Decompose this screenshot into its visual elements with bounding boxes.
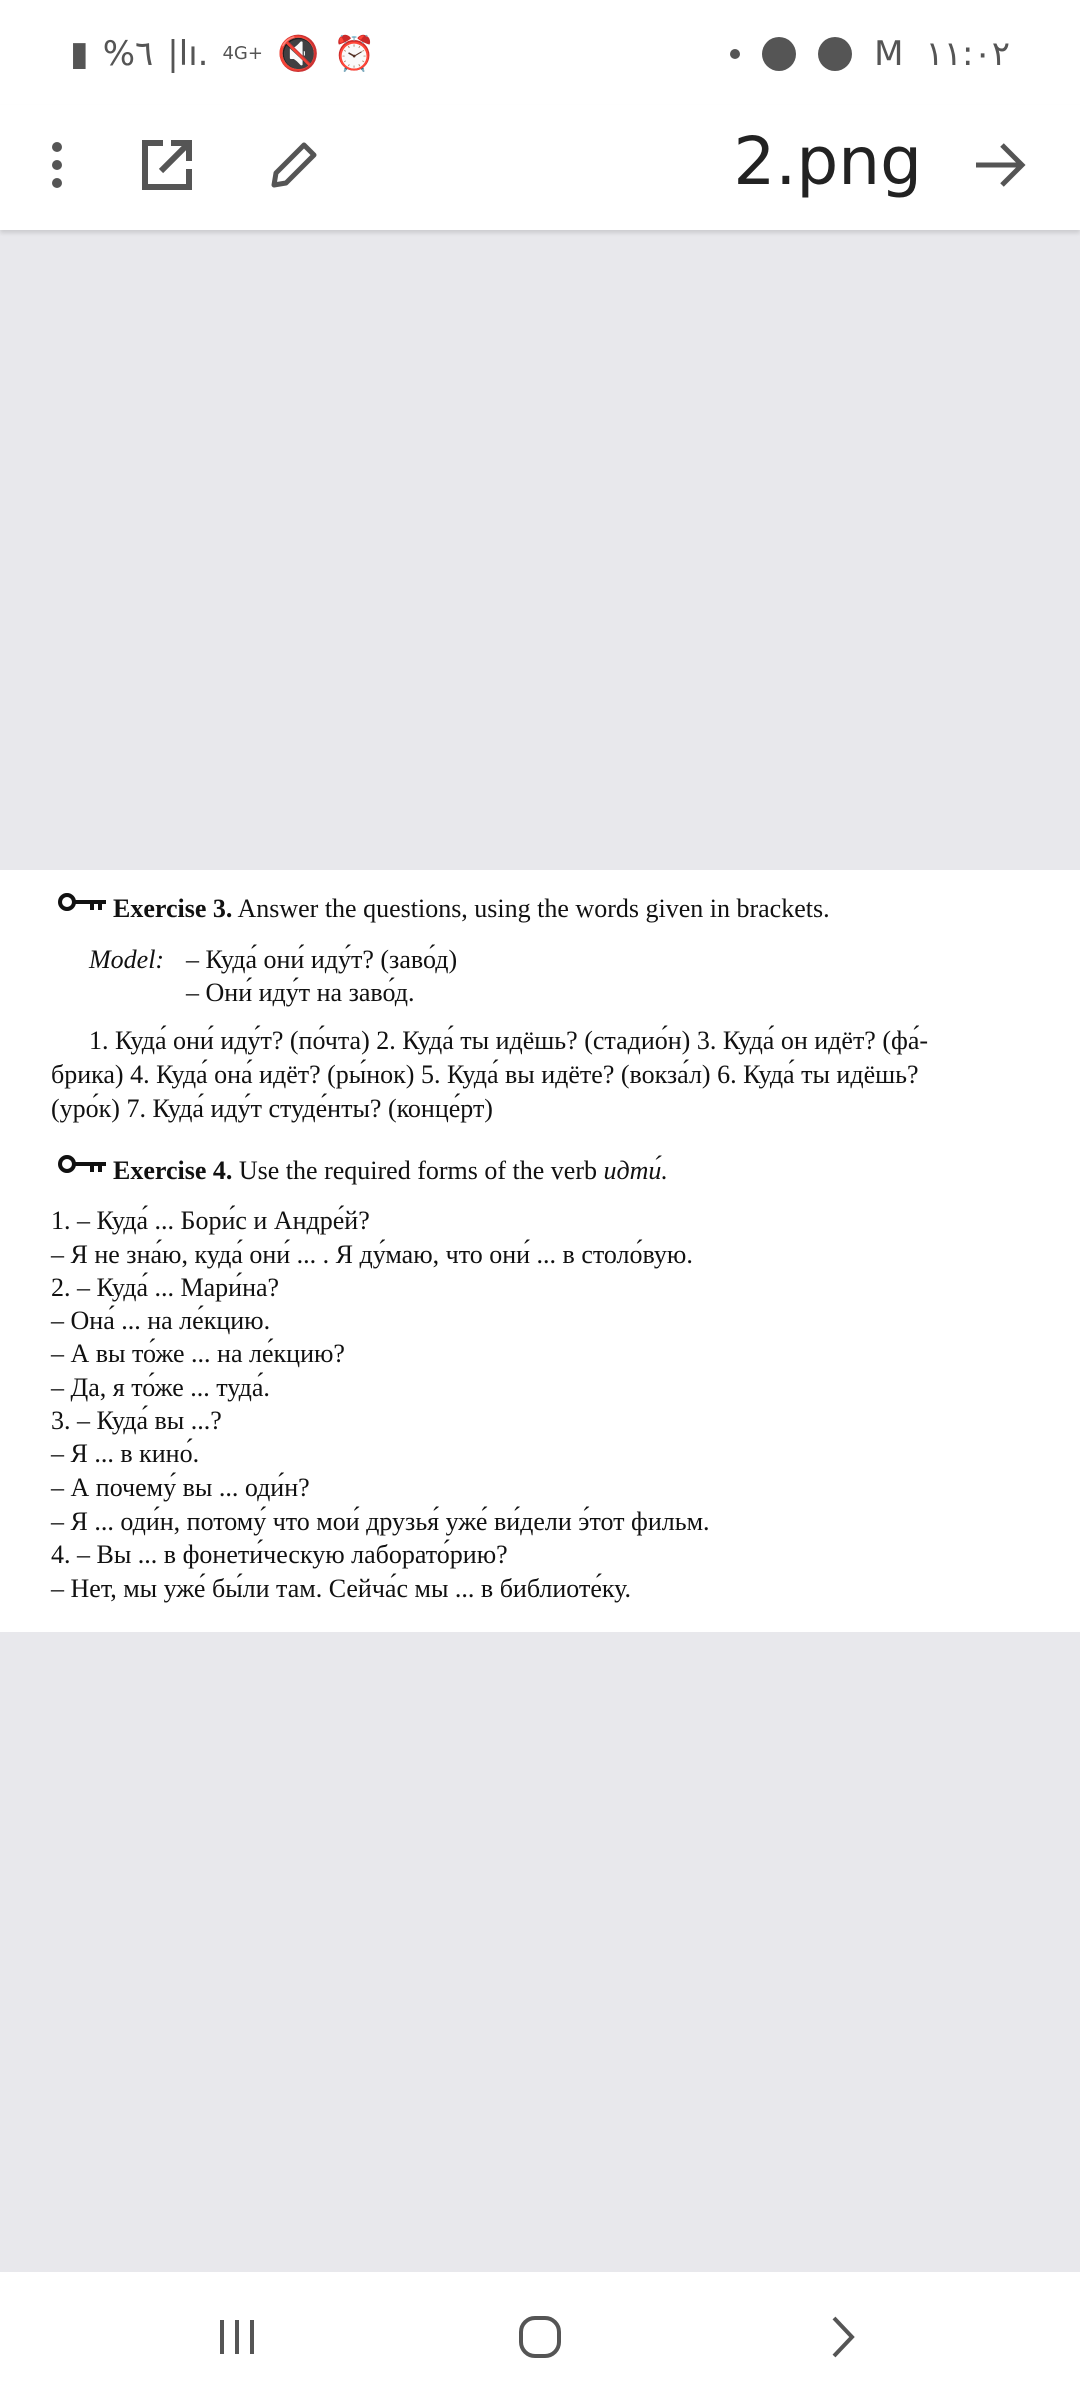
- exercise-4-verb: идти́.: [603, 1156, 668, 1185]
- exercise-4-line: – Нет, мы уже́ бы́ли там. Сейча́с мы ... в библиоте́ку.: [51, 1574, 632, 1603]
- exercise-3-instruction: Answer the questions, using the words given in brackets.: [237, 894, 830, 923]
- forward-arrow-icon[interactable]: [968, 133, 1032, 197]
- key-icon: [58, 890, 114, 918]
- exercise-4-line: – Она́ ... на ле́кцию.: [51, 1306, 271, 1335]
- home-icon[interactable]: [515, 2312, 565, 2362]
- exercise-4-line: 4. – Вы ... в фонети́ческую лаборато́рию?: [51, 1540, 508, 1569]
- notification-dot-icon: [730, 49, 740, 59]
- exercise-4-label: Exercise 4.: [113, 1156, 233, 1185]
- exercise-4-line: – Я ... оди́н, потому́ что мои́ друзья́ уже́ ви́дели э́тот фильм.: [51, 1507, 710, 1536]
- exercise-4-instruction: Use the required forms of the verb: [238, 1156, 597, 1185]
- model-question: – Куда́ они́ иду́т? (заво́д): [186, 945, 458, 974]
- status-left: [70, 34, 376, 74]
- exercise-3-paragraph-line-1: 1. Куда́ они́ иду́т? (по́чта) 2. Куда́ ты идёшь? (стадио́н) 3. Куда́ он идёт? (фа́-: [89, 1026, 929, 1055]
- exercise-3-paragraph-line-3: (уро́к) 7. Куда́ иду́т студе́нты? (конце́рт): [51, 1094, 493, 1123]
- file-title: 2.png: [733, 123, 922, 200]
- exercise-4-line: 3. – Куда́ вы ...?: [51, 1406, 222, 1435]
- battery-percent: %٦: [102, 34, 154, 74]
- exercise-4-line: 1. – Куда́ ... Бори́с и Андре́й?: [51, 1206, 370, 1235]
- open-external-icon[interactable]: [135, 133, 199, 197]
- status-bar: [0, 0, 1080, 105]
- exercise-4-line: – А почему́ вы ... оди́н?: [51, 1473, 310, 1502]
- key-icon: [58, 1152, 114, 1180]
- mute-icon: 🔇: [276, 34, 320, 74]
- document-image: [0, 870, 1080, 1632]
- edit-pencil-icon[interactable]: [262, 133, 326, 197]
- exercise-4-line: 2. – Куда́ ... Мари́на?: [51, 1273, 280, 1302]
- alarm-icon: ⏰: [333, 34, 376, 74]
- system-navigation-bar: [0, 2272, 1080, 2400]
- app-toolbar: [0, 105, 1080, 230]
- exercise-4-line: – Я не зна́ю, куда́ они́ ... . Я ду́маю, что они́ ... в столо́вую.: [51, 1240, 693, 1269]
- exercise-3-label: Exercise 3.: [113, 894, 233, 923]
- soccer-app-icon: [762, 37, 796, 71]
- recent-apps-icon[interactable]: [212, 2312, 262, 2362]
- battery-charging-icon: ▮: [70, 34, 89, 74]
- signal-icon: |lı.: [167, 34, 209, 74]
- more-options-icon[interactable]: [25, 133, 89, 197]
- model-label: Model:: [89, 945, 165, 974]
- exercise-4-line: – Да, я то́же ... туда́.: [51, 1373, 270, 1402]
- soccer-app-icon-2: [818, 37, 852, 71]
- clock: ١١:٠٢: [925, 34, 1010, 74]
- model-answer: – Они́ иду́т на заво́д.: [186, 978, 415, 1007]
- exercise-4-line: – А вы то́же ... на ле́кцию?: [51, 1339, 345, 1368]
- network-type: 4G+: [222, 43, 263, 64]
- gmail-icon: M: [874, 34, 904, 74]
- status-right: [730, 34, 1010, 74]
- exercise-4-line: – Я ... в кино́.: [51, 1439, 200, 1468]
- exercise-3-paragraph-line-2: брика) 4. Куда́ она́ идёт? (ры́нок) 5. Куда́ вы идёте? (вокза́л) 6. Куда́ ты идёшь?: [51, 1060, 919, 1089]
- exercise-3-heading: [113, 894, 830, 924]
- back-icon[interactable]: [818, 2312, 868, 2362]
- exercise-4-heading: [113, 1156, 668, 1186]
